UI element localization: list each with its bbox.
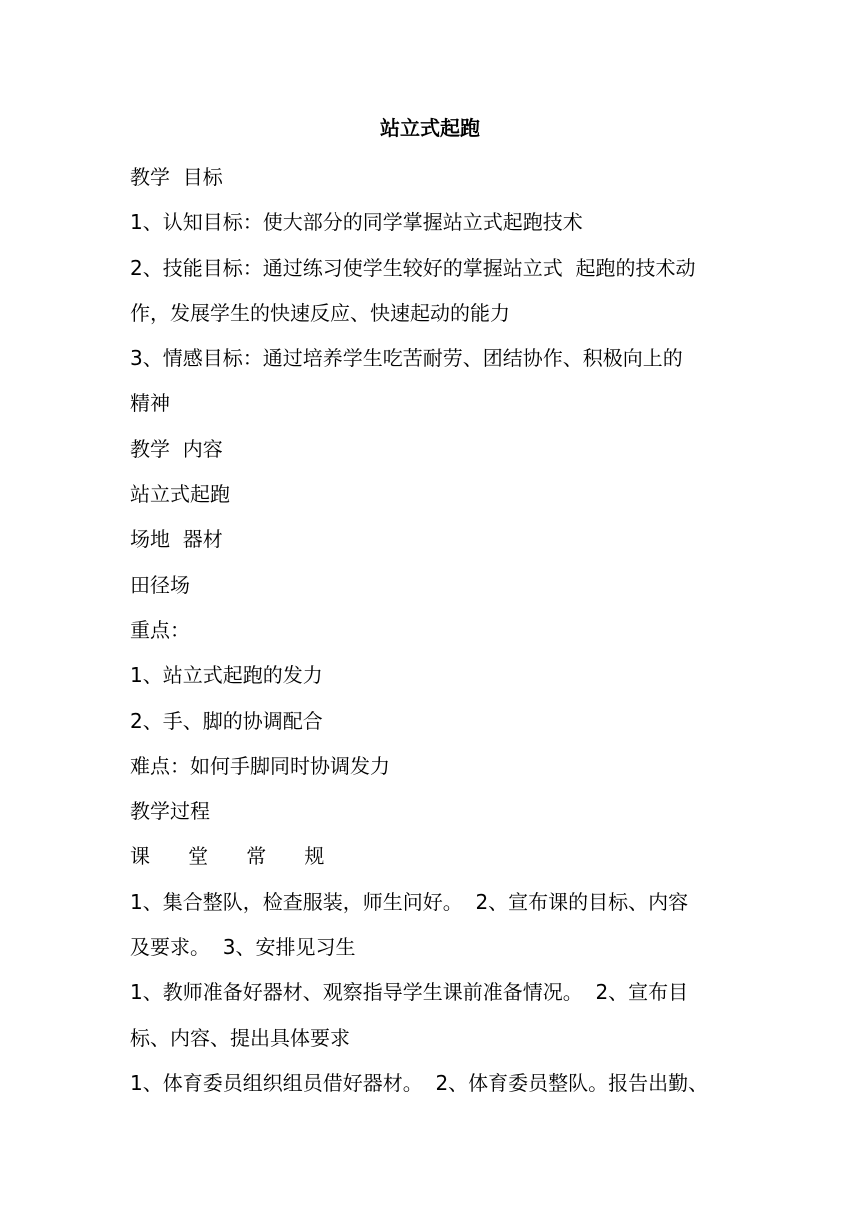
- heading-teaching-goals: 教学 目标: [130, 165, 223, 189]
- key-point-1: 1、站立式起跑的发力: [130, 663, 323, 688]
- venue-value: 田径场: [130, 572, 190, 597]
- goal-skill-line-2: 作，发展学生的快速反应、快速起动的能力: [130, 300, 510, 325]
- heading-class-routine: 课 堂 常 规: [130, 844, 325, 869]
- goal-cognitive: 1、认知目标：使大部分的同学掌握站立式起跑技术: [130, 210, 583, 235]
- teacher-line-1: 1、教师准备好器材、观察指导学生课前准备情况。 2、宣布目: [130, 980, 689, 1005]
- routine-line-1: 1、集合整队，检查服装，师生问好。 2、宣布课的目标、内容: [130, 889, 689, 914]
- heading-teaching-process: 教学过程: [130, 799, 210, 824]
- goal-skill-line-1: 2、技能目标：通过练习使学生较好的掌握站立式 起跑的技术动: [130, 255, 696, 280]
- routine-line-2: 及要求。 3、安排见习生: [130, 935, 356, 960]
- student-line-1: 1、体育委员组织组员借好器材。 2、体育委员整队。报告出勤、: [130, 1070, 709, 1095]
- heading-venue-equipment: 场地 器材: [130, 527, 223, 552]
- teacher-line-2: 标、内容、提出具体要求: [130, 1025, 350, 1050]
- content-value: 站立式起跑: [130, 482, 230, 507]
- heading-key-points: 重点：: [130, 617, 190, 642]
- goal-emotional-line-1: 3、情感目标：通过培养学生吃苦耐劳、团结协作、积极向上的: [130, 346, 683, 371]
- heading-teaching-content: 教学 内容: [130, 436, 223, 461]
- goal-emotional-line-2: 精神: [130, 391, 170, 416]
- page-title: 站立式起跑: [380, 116, 480, 140]
- difficulty: 难点：如何手脚同时协调发力: [130, 753, 390, 778]
- key-point-2: 2、手、脚的协调配合: [130, 708, 323, 733]
- document-body: [130, 155, 736, 1106]
